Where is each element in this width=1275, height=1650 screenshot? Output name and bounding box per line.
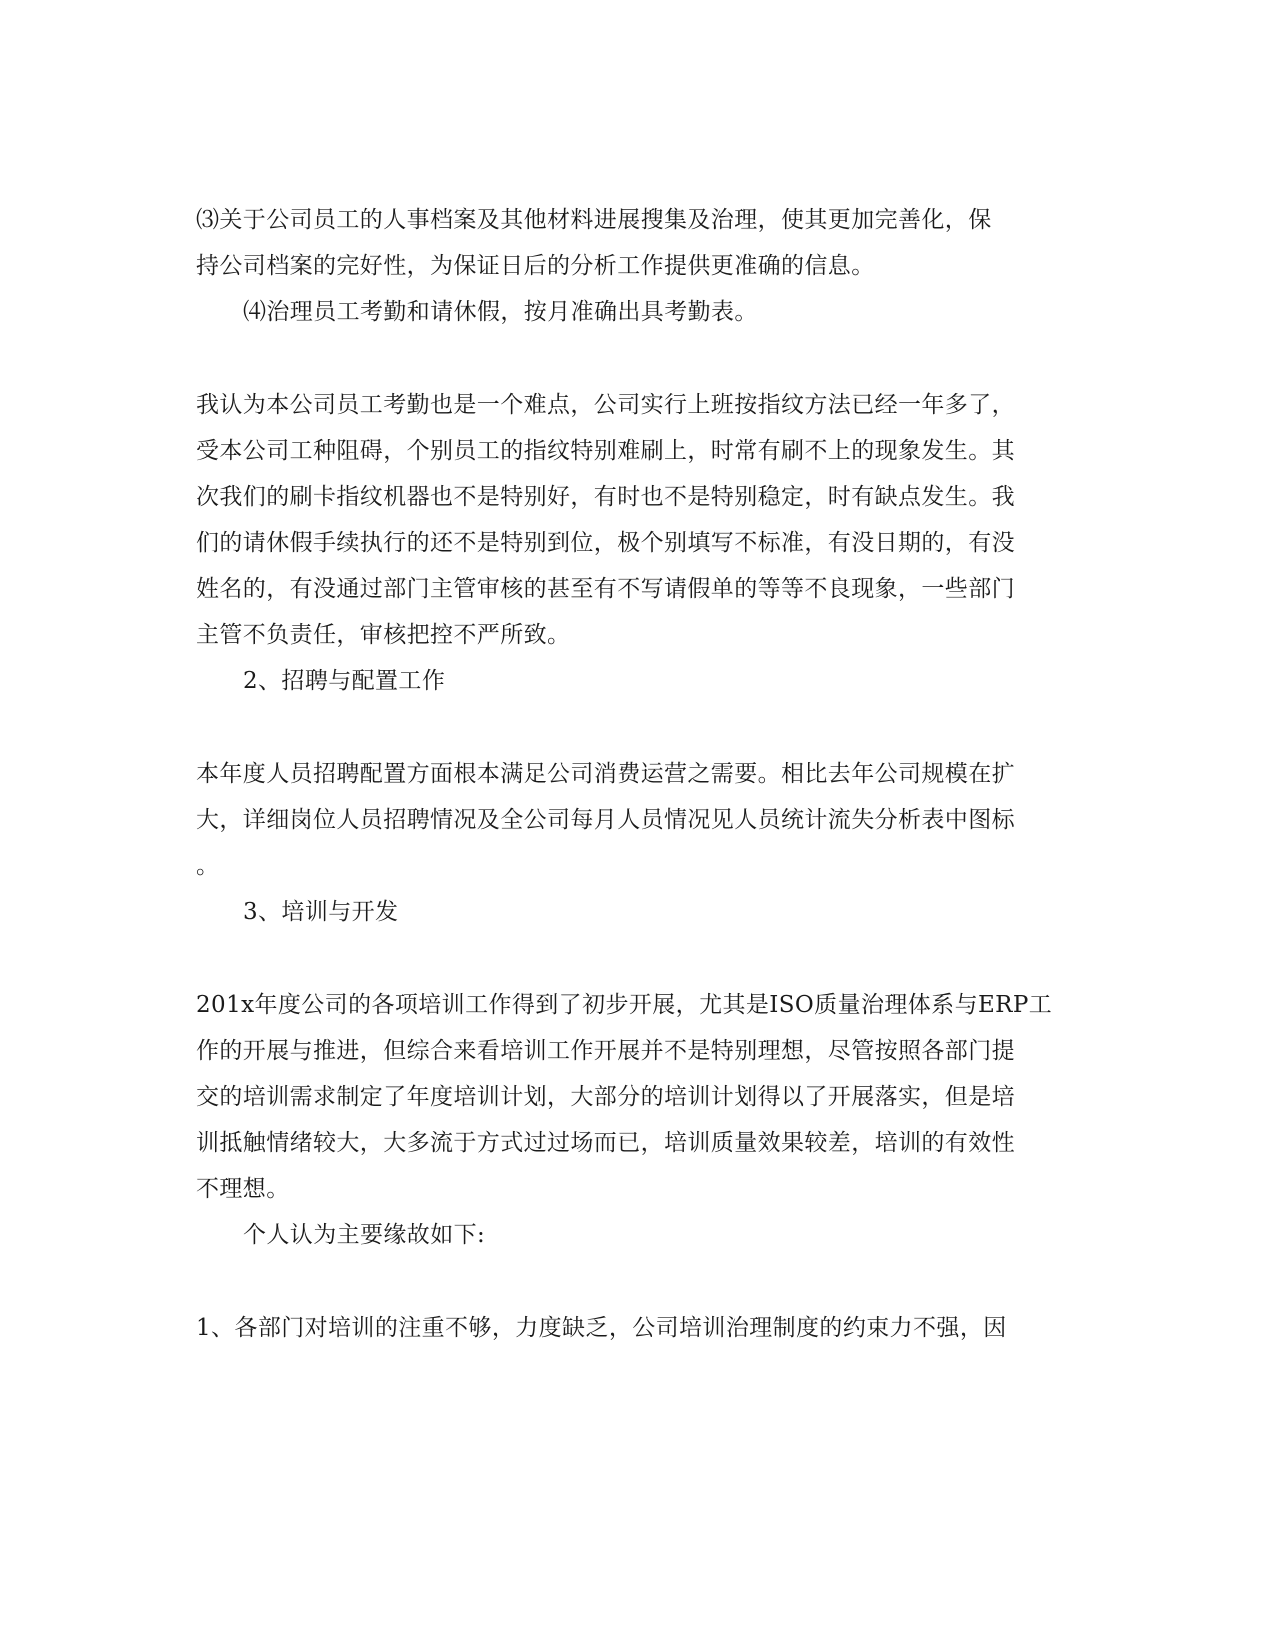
paragraph-line: 姓名的，有没通过部门主管审核的甚至有不写请假单的等等不良现象，一些部门 [196, 576, 1015, 602]
paragraph-line: 们的请休假手续执行的还不是特别到位，极个别填写不标准，有没日期的，有没 [196, 530, 1015, 556]
paragraph-line: ⑷治理员工考勤和请休假，按月准确出具考勤表。 [243, 299, 758, 325]
paragraph-line: 本年度人员招聘配置方面根本满足公司消费运营之需要。相比去年公司规模在扩 [196, 761, 1015, 787]
section-heading: 3、培训与开发 [243, 899, 399, 925]
paragraph-line: 训抵触情绪较大，大多流于方式过过场而已，培训质量效果较差，培训的有效性 [196, 1130, 1015, 1156]
paragraph-line: 1、各部门对培训的注重不够，力度缺乏，公司培训治理制度的约束力不强，因 [196, 1315, 1007, 1341]
section-heading: 2、招聘与配置工作 [243, 668, 446, 694]
paragraph-line: 我认为本公司员工考勤也是一个难点，公司实行上班按指纹方法已经一年多了， [196, 392, 1015, 418]
paragraph-line: 作的开展与推进，但综合来看培训工作开展并不是特别理想，尽管按照各部门提 [196, 1038, 1015, 1064]
paragraph-line: 。 [196, 853, 220, 879]
paragraph-line: 受本公司工种阻碍，个别员工的指纹特别难刷上，时常有刷不上的现象发生。其 [196, 438, 1015, 464]
paragraph-line: 201x年度公司的各项培训工作得到了初步开展，尤其是ISO质量治理体系与ERP工 [196, 992, 1053, 1018]
paragraph-line: 个人认为主要缘故如下: [243, 1222, 486, 1248]
paragraph-line: 主管不负责任，审核把控不严所致。 [196, 622, 571, 648]
paragraph-line: 大，详细岗位人员招聘情况及全公司每月人员情况见人员统计流失分析表中图标 [196, 807, 1015, 833]
paragraph-line: 不理想。 [196, 1176, 290, 1202]
paragraph-line: ⑶关于公司员工的人事档案及其他材料进展搜集及治理，使其更加完善化，保 [196, 207, 992, 233]
paragraph-line: 交的培训需求制定了年度培训计划，大部分的培训计划得以了开展落实，但是培 [196, 1084, 1015, 1110]
paragraph-line: 持公司档案的完好性，为保证日后的分析工作提供更准确的信息。 [196, 253, 875, 279]
paragraph-line: 次我们的刷卡指纹机器也不是特别好，有时也不是特别稳定，时有缺点发生。我 [196, 484, 1015, 510]
